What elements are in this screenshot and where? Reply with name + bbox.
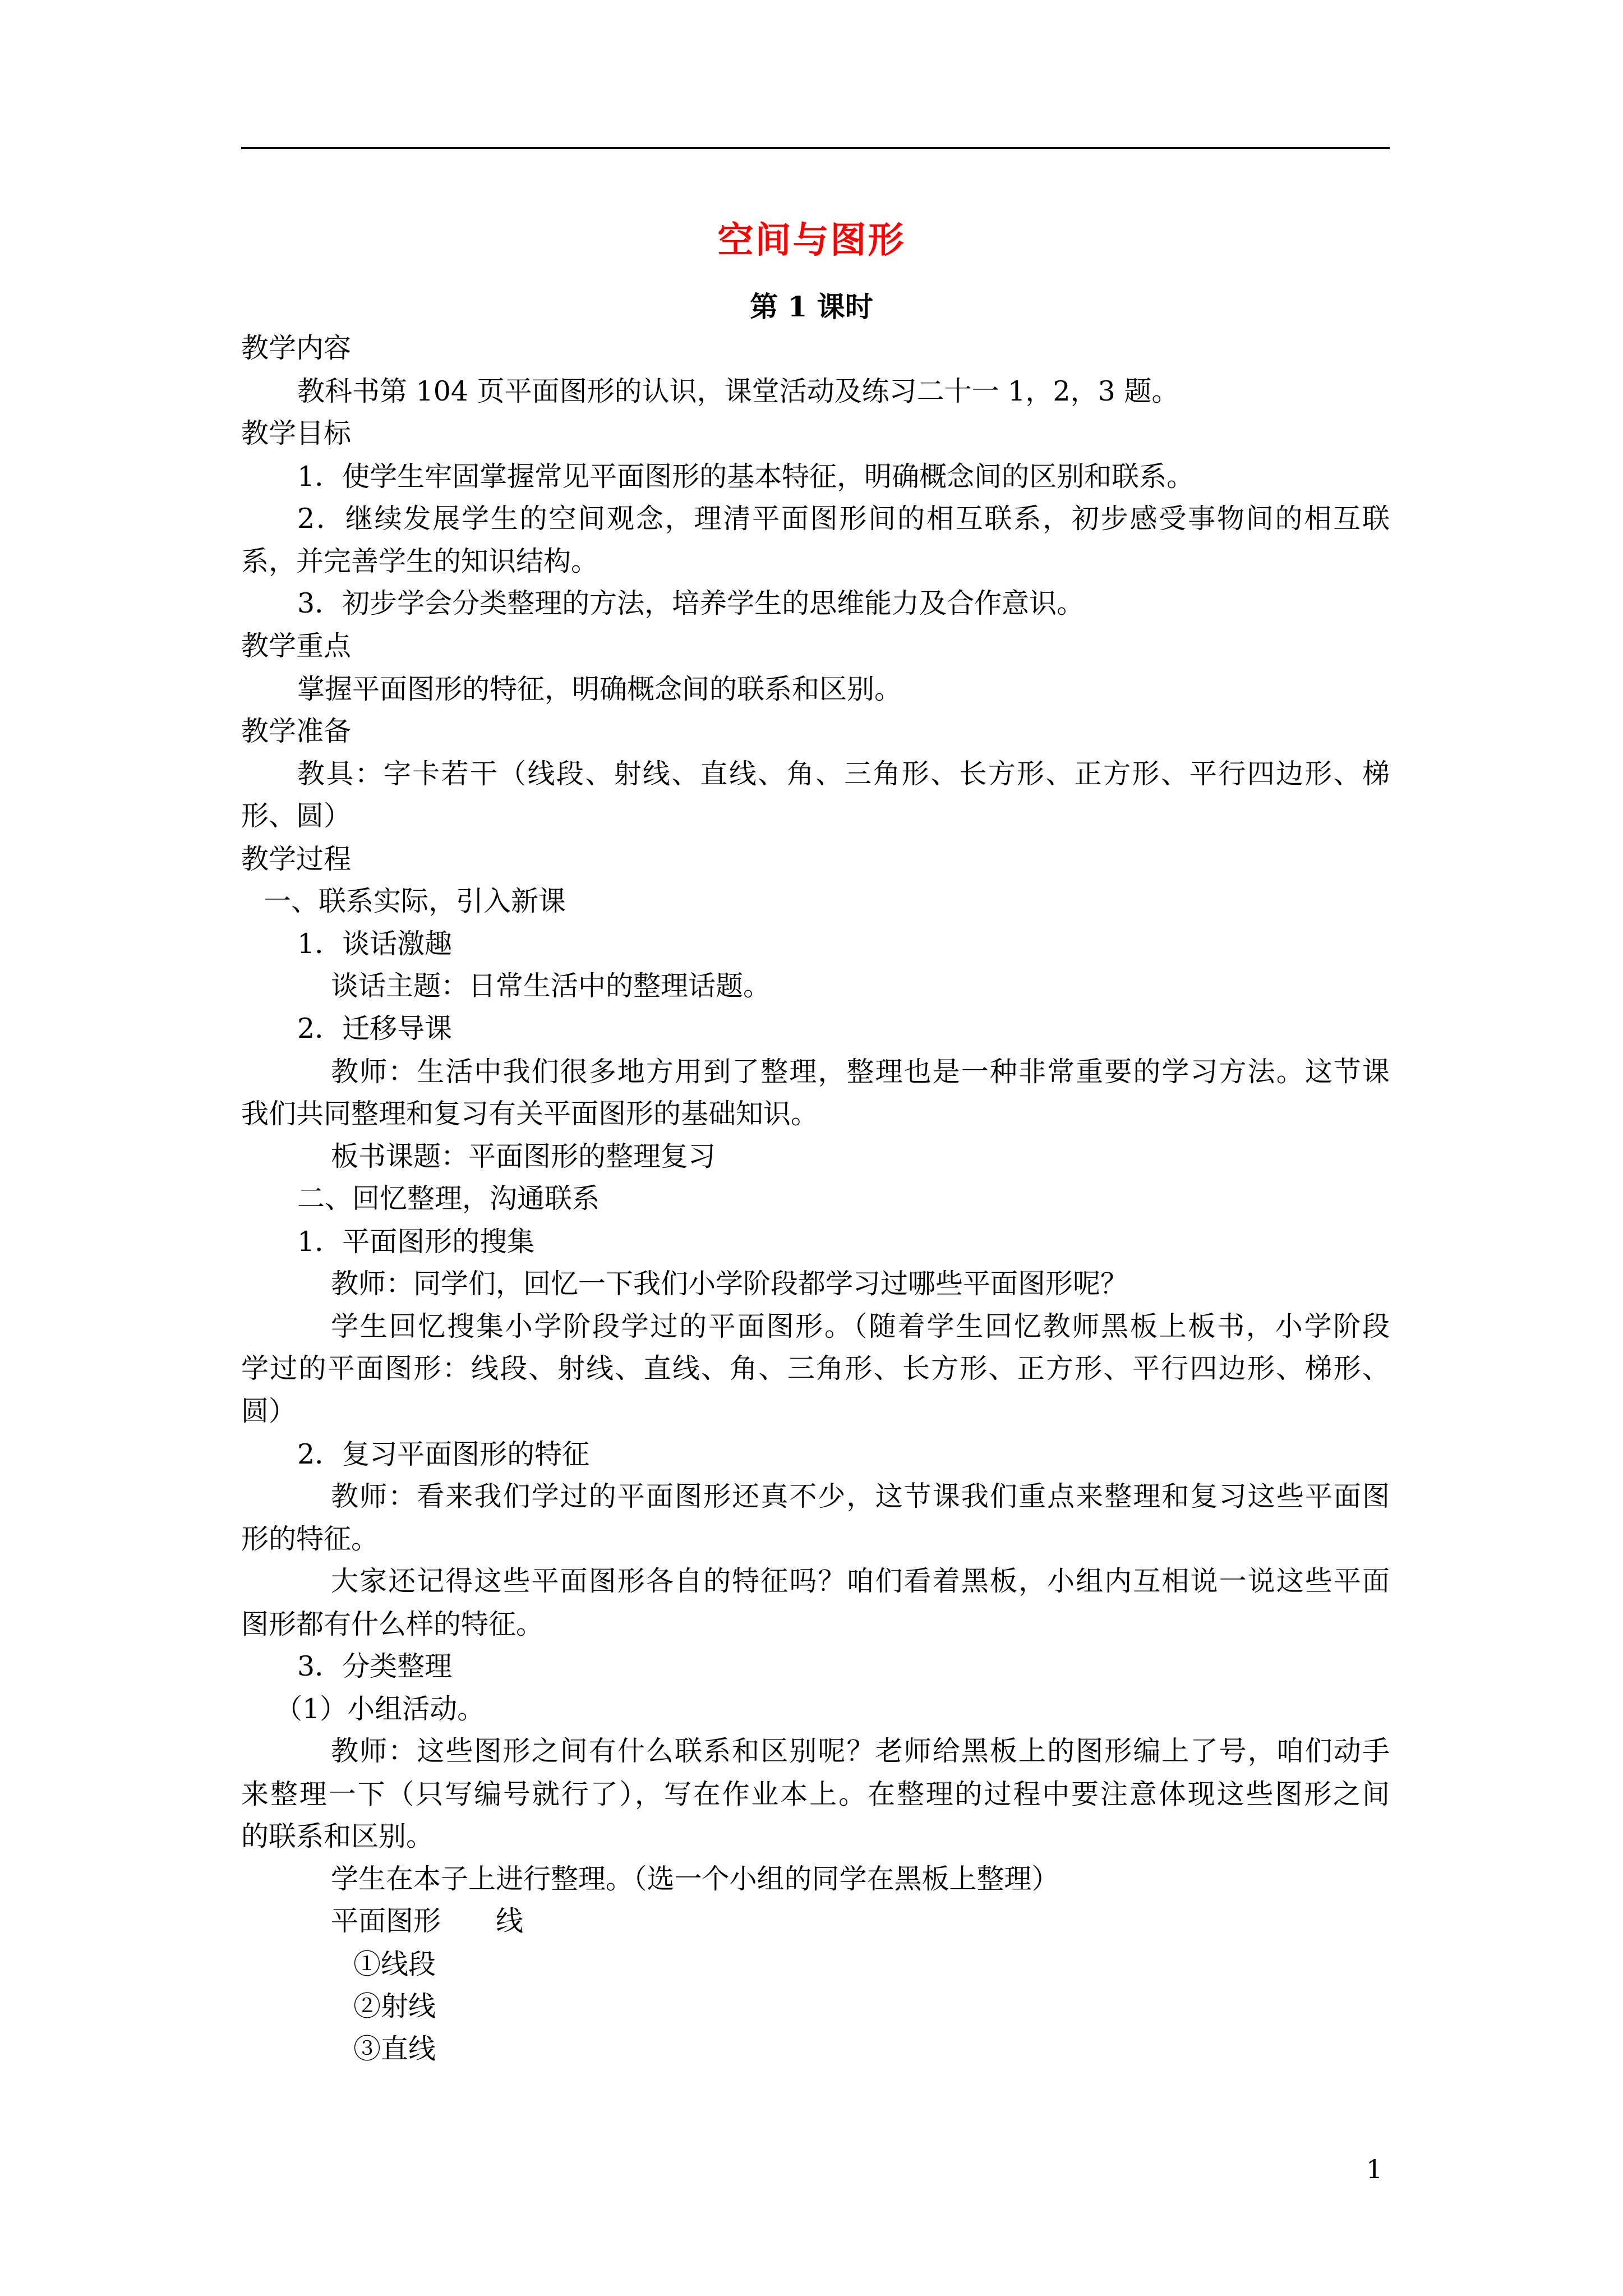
section-heading: 教学内容 [241,332,352,364]
body-line: 2．复习平面图形的特征 [297,1438,590,1470]
body-line: 大家还记得这些平面图形各自的特征吗？咱们看着黑板，小组内互相说一说这些平面 [331,1565,1390,1597]
list-item: ②射线 [353,1990,436,2022]
body-line: 板书课题：平面图形的整理复习 [331,1140,716,1172]
section-heading: 教学过程 [241,843,352,875]
page-number: 1 [1366,2154,1383,2184]
body-line: 教师：同学们，回忆一下我们小学阶段都学习过哪些平面图形呢？ [331,1268,1128,1300]
section-heading: 教学准备 [241,715,352,747]
section-heading: 教学目标 [241,417,352,449]
body-line: 学生在本子上进行整理。（选一个小组的同学在黑板上整理） [331,1863,1059,1895]
body-line: 圆） [241,1395,297,1427]
body-line: 教师：看来我们学过的平面图形还真不少，这节课我们重点来整理和复习这些平面图 [331,1480,1390,1512]
body-line: 谈话主题：日常生活中的整理话题。 [331,970,771,1002]
body-line: （1）小组活动。 [275,1693,485,1725]
body-line: 2．迁移导课 [297,1013,453,1045]
body-line: 3．初步学会分类整理的方法，培养学生的思维能力及合作意识。 [297,587,1085,619]
page-title: 空间与图形 [717,219,906,261]
body-line: 2．继续发展学生的空间观念，理清平面图形间的相互联系，初步感受事物间的相互联 [297,503,1390,535]
body-line: 1．谈话激趣 [297,928,453,960]
body-line: 形的特征。 [241,1523,379,1555]
body-line: 来整理一下（只写编号就行了），写在作业本上。在整理的过程中要注意体现这些图形之间 [241,1778,1390,1810]
list-item: ③直线 [353,2033,436,2065]
body-line: 1．使学生牢固掌握常见平面图形的基本特征，明确概念间的区别和联系。 [297,461,1195,493]
body-line: 平面图形 线 [331,1905,524,1937]
body-line: 教师：生活中我们很多地方用到了整理，整理也是一种非常重要的学习方法。这节课 [331,1056,1390,1088]
body-line: 我们共同整理和复习有关平面图形的基础知识。 [241,1098,819,1130]
body-line: 1．平面图形的搜集 [297,1226,535,1258]
header-rule [241,147,1390,149]
body-line: 学过的平面图形：线段、射线、直线、角、三角形、长方形、正方形、平行四边形、梯形、 [241,1352,1390,1384]
body-line: 形、圆） [241,800,352,832]
subsection-heading: 一、联系实际，引入新课 [264,885,566,917]
body-line: 图形都有什么样的特征。 [241,1608,544,1640]
body-line: 系，并完善学生的知识结构。 [241,545,599,577]
body-line: 3．分类整理 [297,1650,453,1682]
section-heading: 教学重点 [241,630,352,662]
body-line: 掌握平面图形的特征，明确概念间的联系和区别。 [297,673,902,705]
subsection-heading: 二、回忆整理，沟通联系 [297,1182,600,1214]
list-item: ①线段 [353,1948,436,1980]
body-line: 学生回忆搜集小学阶段学过的平面图形。（随着学生回忆教师黑板上板书，小学阶段 [331,1310,1390,1342]
lesson-subtitle: 第 1 课时 [750,290,873,323]
body-line: 的联系和区别。 [241,1820,434,1852]
body-line: 教师：这些图形之间有什么联系和区别呢？老师给黑板上的图形编上了号，咱们动手 [331,1735,1390,1767]
body-line: 教科书第 104 页平面图形的认识，课堂活动及练习二十一 1，2，3 题。 [297,375,1179,407]
body-line: 教具：字卡若干（线段、射线、直线、角、三角形、长方形、正方形、平行四边形、梯 [297,758,1390,790]
